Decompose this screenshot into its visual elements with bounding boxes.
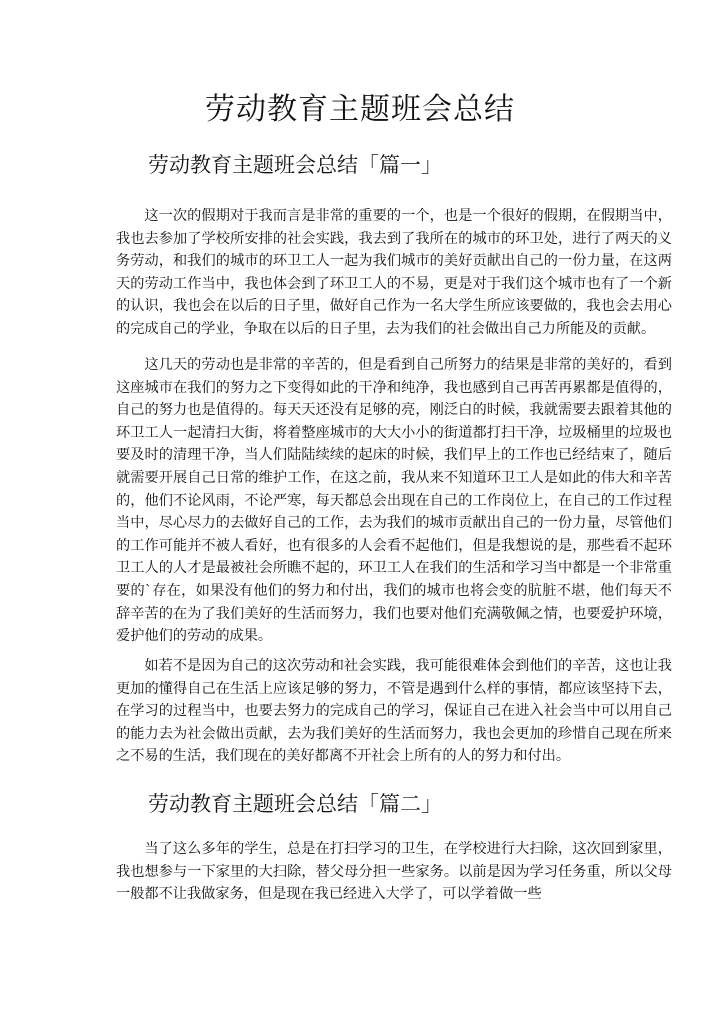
section-1-paragraph-2: 这几天的劳动也是非常的辛苦的，但是看到自己所努力的结果是非常的美好的，看到这座城市在我们的努力之下变得如此的干净和纯净，我也感到自己再苦再累都是值得的，自己的努力也是值得的。每天天还没有足够的亮，刚泛白的时候，我就需要去跟着其他的环卫工人一起清扫大街，将着整座城市的大大小小的街道都打扫干净，垃圾桶里的垃圾也要及时的清理干净，当人们陆陆续续的起床的时候，我们早上的工作也已经结束了，随后就需要开展自己日常的维护工作，在这之前，我从来不知道环卫工人是如此的伟大和辛苦的，他们不论风雨，不论严寒，每天都总会出现在自己的工作岗位上，在自己的工作过程当中，尽心尽力的去做好自己的工作，去为我们的城市贡献出自己的一份力量，尽管他们的工作可能并不被人看好，也有很多的人会看不起他们，但是我想说的是，那些看不起环卫工人的人才是最被社会所瞧不起的，环卫工人在我们的生活和学习当中都是一个非常重要的`存在，如果没有他们的努力和付出，我们的城市也将会变的肮脏不堪，他们每天不辞辛苦的在为了我们美好的生活而努力，我们也要对他们充满敬佩之情，也要爱护环境，爱护他们的劳动的成果。 xyxy=(116,357,672,645)
section-1-paragraph-3: 如若不是因为自己的这次劳动和社会实践，我可能很难体会到他们的辛苦，这也让我更加的懂得自己在生活上应该足够的努力，不管是遇到什么样的事情，都应该坚持下去，在学习的过程当中，也要去努力的完成自己的学习，保证自己在进入社会当中可以用自己的能力去为社会做出贡献，去为我们美好的生活而努力，我也会更加的珍惜自己现在所来之不易的生活，我们现在的美好都离不开社会上所有的人的努力和付出。 xyxy=(116,658,672,765)
section-heading-2: 劳动教育主题班会总结「篇二」 xyxy=(148,792,442,816)
document-title: 劳动教育主题班会总结 xyxy=(205,92,515,127)
section-2-paragraph-1: 当了这么多年的学生，总是在打扫学习的卫生，在学校进行大扫除，这次回到家里，我也想参与一下家里的大扫除，替父母分担一些家务。以前是因为学习任务重，所以父母一般都不让我做家务，但是现在我已经进入大学了，可以学着做一些 xyxy=(116,841,672,903)
section-1-paragraph-1: 这一次的假期对于我而言是非常的重要的一个，也是一个很好的假期，在假期当中，我也去参加了学校所安排的社会实践，我去到了我所在的城市的环卫处，进行了两天的义务劳动，和我们的城市的环卫工人一起为我们城市的美好贡献出自己的一份力量，在这两天的劳动工作当中，我也体会到了环卫工人的不易，更是对于我们这个城市也有了一个新的认识，我也会在以后的日子里，做好自己作为一名大学生所应该要做的，我也会去用心的完成自己的学业，争取在以后的日子里，去为我们的社会做出自己力所能及的贡献。 xyxy=(116,208,672,337)
section-heading-1: 劳动教育主题班会总结「篇一」 xyxy=(148,153,442,177)
